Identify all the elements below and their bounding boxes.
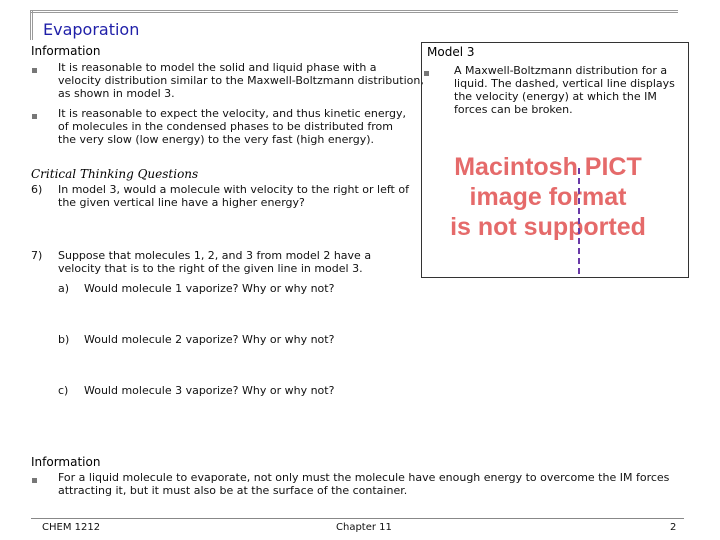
ctq-heading: Critical Thinking Questions [31, 167, 199, 181]
pict-line-3: is not supported [450, 213, 646, 241]
model-bullet-line-4: forces can be broken. [454, 103, 573, 116]
bullet-square-icon [32, 68, 37, 73]
dashed-vertical-line [578, 168, 580, 274]
q7c-label: c) [58, 384, 69, 397]
info-bullet-1-line-1: It is reasonable to model the solid and liquid phase with a [58, 61, 377, 74]
info-bullet-1-line-3: as shown in model 3. [58, 87, 175, 100]
slide-title: Evaporation [43, 20, 140, 39]
bullet-square-icon [424, 71, 429, 76]
q7a-label: a) [58, 282, 70, 295]
info-bullet-2-line-2: of molecules in the condensed phases to be distributed from [58, 120, 393, 133]
pict-line-2: image format [469, 183, 627, 211]
model-bullet-line-3: the velocity (energy) at which the IM [454, 90, 657, 103]
model-bullet-line-1: A Maxwell-Boltzmann distribution for a [454, 64, 668, 77]
q6-line-2: the given vertical line have a higher energy? [58, 196, 305, 209]
info2-line-1: For a liquid molecule to evaporate, not only must the molecule have enough energy to overcome the IM forces [58, 471, 670, 484]
q6-line-1: In model 3, would a molecule with velocity to the right or left of [58, 183, 409, 196]
info2-heading: Information [31, 455, 101, 469]
bullet-square-icon [32, 114, 37, 119]
info2-line-2: attracting it, but it must also be at the surface of the container. [58, 484, 408, 497]
q7-number: 7) [31, 249, 43, 262]
footer-chapter: Chapter 11 [336, 522, 392, 533]
page-number: 2 [670, 522, 677, 533]
model-bullet-line-2: liquid. The dashed, vertical line displays [454, 77, 675, 90]
footer-course: CHEM 1212 [42, 522, 101, 533]
q7b-text: Would molecule 2 vaporize? Why or why not? [84, 333, 335, 346]
info-heading: Information [31, 44, 101, 58]
title-rule-top [30, 10, 678, 13]
q7c-text: Would molecule 3 vaporize? Why or why not? [84, 384, 335, 397]
bullet-square-icon [32, 478, 37, 483]
q7a-text: Would molecule 1 vaporize? Why or why not? [84, 282, 335, 295]
info-bullet-2-line-3: the very slow (low energy) to the very fast (high energy). [58, 133, 374, 146]
unsupported-image-placeholder [428, 152, 668, 242]
q6-number: 6) [31, 183, 43, 196]
q7-line-1: Suppose that molecules 1, 2, and 3 from model 2 have a [58, 249, 372, 262]
q7b-label: b) [58, 333, 70, 346]
model-heading: Model 3 [427, 45, 475, 59]
info-bullet-2-line-1: It is reasonable to expect the velocity, and thus kinetic energy, [58, 107, 406, 120]
q7-line-2: velocity that is to the right of the given line in model 3. [58, 262, 363, 275]
title-rule-left [30, 10, 33, 40]
info-bullet-1-line-2: velocity distribution similar to the Maxwell-Boltzmann distribution, [58, 74, 424, 87]
pict-line-1: Macintosh PICT [454, 153, 642, 181]
